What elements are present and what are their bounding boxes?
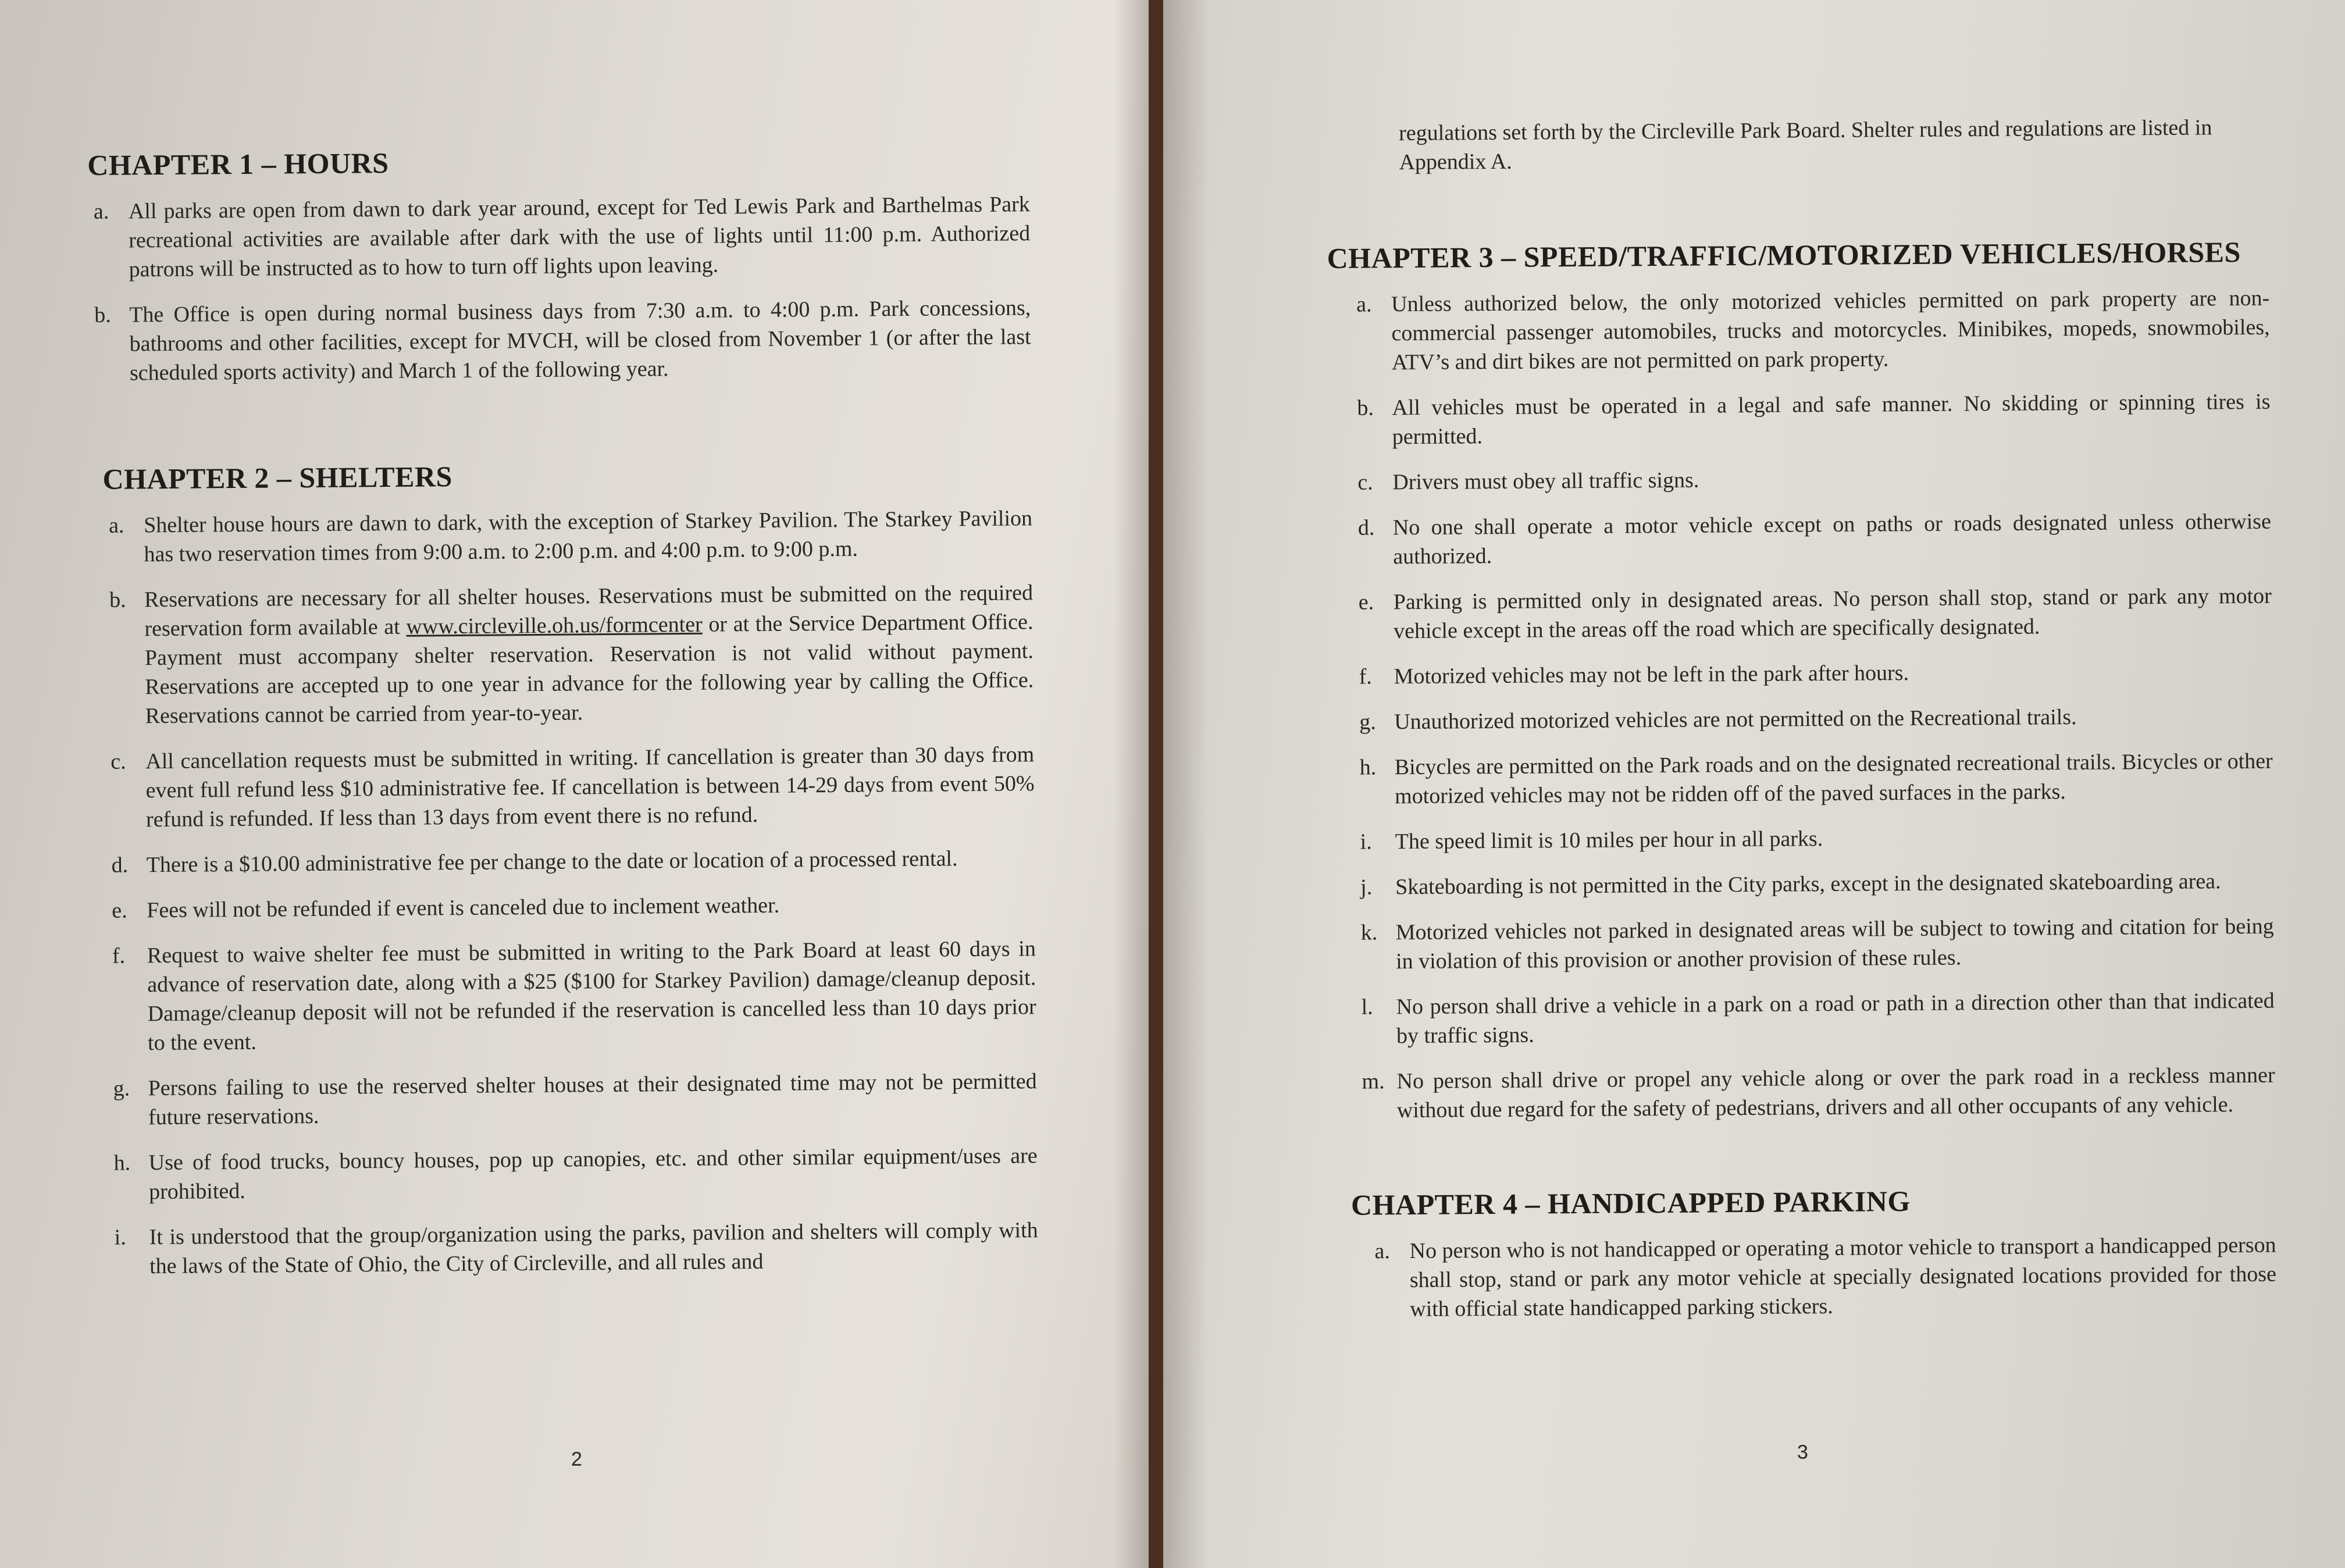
item-text: Persons failing to use the reserved shelter houses at their designated time may not be permitted future reservations. [148,1069,1037,1130]
item-letter: d. [1357,515,1375,540]
item-text: The speed limit is 10 miles per hour in all parks. [1395,826,1823,854]
chapter-3-item-d [1352,507,2272,572]
item-letter: f. [1359,664,1372,689]
item-letter: e. [1358,590,1374,615]
chapter-2-title: CHAPTER 2 – SHELTERS [102,460,453,496]
item-letter: b. [109,587,126,612]
item-letter: c. [1357,470,1373,495]
item-text: Unauthorized motorized vehicles are not permitted on the Recreational trails. [1394,705,2077,735]
item-letter: g. [1359,710,1376,735]
item-text: No one shall operate a motor vehicle except on paths or roads designated unless otherwise authorized. [1392,509,2272,569]
item-letter: h. [113,1150,131,1175]
binding-shadow-left [1114,0,1149,1568]
chapter-3-item-l [1355,986,2275,1051]
item-text: Drivers must obey all traffic signs. [1392,468,1699,495]
item-text: Shelter house hours are dawn to dark, with the exception of Starkey Pavilion. The Starkey Pavilion has two reservation times from 9:00 a.m. to 2:00 p.m. and 4:00 p.m. to 9:00 p.m. [143,506,1033,567]
chapter-3-item-e [1353,582,2272,646]
item-text: No person shall drive a vehicle in a park on a road or path in a direction other than that indicated by traffic signs. [1396,988,2275,1049]
chapter-2-item-f [106,934,1037,1058]
chapter-3-item-j [1355,867,2273,902]
right-page [1163,0,2345,1568]
chapter-2-item-g [108,1067,1038,1132]
item-letter: i. [1360,829,1372,854]
chapter-2-item-b [104,578,1034,731]
chapter-3-item-m [1356,1061,2275,1125]
page-number-right: 3 [1797,1441,1808,1463]
chapter-1-title: CHAPTER 1 – HOURS [87,146,389,181]
item-letter: a. [93,199,109,224]
chapter-3-title: CHAPTER 3 – SPEED/TRAFFIC/MOTORIZED VEHICLES/HORSES [1327,236,2241,275]
chapter-3-item-i [1355,821,2273,857]
item-letter: m. [1362,1069,1385,1094]
item-letter: d. [111,853,129,878]
chapter-3-item-f [1353,656,2272,692]
item-letter: j. [1360,875,1373,900]
item-text [144,578,1034,730]
item-text-before: Reservations are necessary for all shelter houses. Reservations must be submitted on the required reservation form available at [144,580,1033,642]
chapter-3-item-k [1355,912,2275,977]
item-text: It is understood that the group/organization using the parks, pavilion and shelters will comply with the laws of the State of Ohio, the City of Circleville, and all rules and [149,1218,1038,1279]
item-text: Fees will not be refunded if event is canceled due to inclement weather. [147,893,780,923]
item-text: Bicycles are permitted on the Park roads and on the designated recreational trails. Bicycles or other motorized vehicles may not be ridden off of the paved surfaces in the parks. [1394,749,2273,809]
left-page-content [87,141,1038,1298]
item-text: Skateboarding is not permitted in the City parks, except in the designated skateboarding area. [1395,869,2221,900]
item-letter: b. [94,302,111,327]
chapter-2-item-a [103,504,1033,569]
chapter-1-item-a [88,190,1031,284]
item-text: Motorized vehicles may not be left in the park after hours. [1394,661,1909,689]
item-text: All parks are open from dawn to dark year around, except for Ted Lewis Park and Barthelmas Park recreational activities are available after dark with the use of lights until 11:00 p.m. Authorized patrons will be instructed as to how to turn off lights upon leaving. [128,192,1031,282]
item-text: No person shall drive or propel any vehicle along or over the park road in a reckless manner without due regard for the safety of pedestrians, drivers and all other occupants of any vehicle. [1396,1063,2275,1123]
chapter-1-item-b [88,293,1031,388]
item-text: All vehicles must be operated in a legal and safe manner. No skidding or spinning tires is permitted. [1392,389,2271,450]
item-text: Parking is permitted only in designated areas. No person shall stop, stand or park any motor vehicle except in the areas off the road which are specifically designated. [1393,583,2272,644]
item-text: All cancellation requests must be submitted in writing. If cancellation is greater than 30 days from event full refund less $10 administrative fee. If cancellation is between 14-29 days from event 50% refund is refunded. If less than 13 days from event there is no refund. [145,742,1035,832]
chapter-4-item-a [1368,1231,2276,1324]
item-letter: c. [111,749,126,774]
left-page [0,0,1149,1568]
item-text: The Office is open during normal business days from 7:30 a.m. to 4:00 p.m. Park concessions, bathrooms and other facilities, except for MVCH, will be closed from November 1 (or after the last scheduled sports activity) and March 1 of the following year. [129,295,1031,386]
item-letter: h. [1359,755,1377,780]
chapter-3-item-b [1351,387,2271,452]
chapter-2-item-h [108,1141,1038,1207]
item-text-after: or at the Service Department Office. Payment must accompany shelter reservation. Reservation is not valid without payment. Reservations are accepted up to one year in advance for the following year by calling the Office. Reservations cannot be carried from year-to-year. [144,610,1034,729]
item-text: No person who is not handicapped or operating a motor vehicle to transport a handicapped person shall stop, stand or park any motor vehicle at specially designated locations provided for those with official state handicapped parking stickers. [1409,1232,2277,1322]
item-letter: k. [1360,920,1378,945]
item-letter: f. [112,943,126,968]
item-text: Use of food trucks, bouncy houses, pop up canopies, etc. and other similar equipment/uses are prohibited. [148,1143,1038,1204]
item-text: Unless authorized below, the only motorized vehicles permitted on park property are non-commercial passenger automobiles, trucks and motorcycles. Minibikes, mopeds, snowmobiles, ATV’s and dirt bikes are not permitted on park property. [1391,286,2270,375]
chapter-2-item-e [106,889,1035,925]
chapter-3-item-a [1350,284,2270,377]
item-letter: i. [114,1225,126,1250]
binding-shadow-right [1163,0,1210,1568]
item-letter: e. [112,898,127,923]
chapter-2-item-d [105,843,1035,880]
chapter-3-item-g [1353,701,2272,737]
chapter-3-item-h [1354,747,2273,811]
continuation-text: regulations set forth by the Circleville Park Board. Shelter rules and regulations are listed in Appendix A. [1399,115,2212,175]
item-letter: a. [1374,1239,1391,1264]
item-text: There is a $10.00 administrative fee per change to the date or location of a processed rental. [146,846,958,878]
item-text: Motorized vehicles not parked in designated areas will be subject to towing and citation for being in violation of this provision or another provision of these rules. [1395,914,2274,974]
item-text: Request to waive shelter fee must be submitted in writing to the Park Board at least 60 days in advance of reservation date, along with a $25 ($100 for Starkey Pavilion) damage/cleanup deposit. Damage/cleanup deposit will not be refunded if the reservation is cancelled less than 10 days prior to the event. [147,936,1036,1056]
item-letter: a. [108,513,124,538]
item-letter: l. [1361,995,1373,1020]
chapter-3-item-c [1352,462,2271,497]
chapter-4-title: CHAPTER 4 – HANDICAPPED PARKING [1350,1185,1911,1221]
chapter-2-item-i [109,1216,1039,1281]
formcenter-link[interactable]: www.circleville.oh.us/formcenter [406,612,703,639]
page-number-left: 2 [571,1448,582,1470]
item-letter: g. [113,1076,130,1101]
item-letter: a. [1356,292,1372,317]
item-letter: b. [1357,395,1374,420]
chapter-2-item-c [105,740,1035,835]
right-page-content [1326,113,2277,1341]
